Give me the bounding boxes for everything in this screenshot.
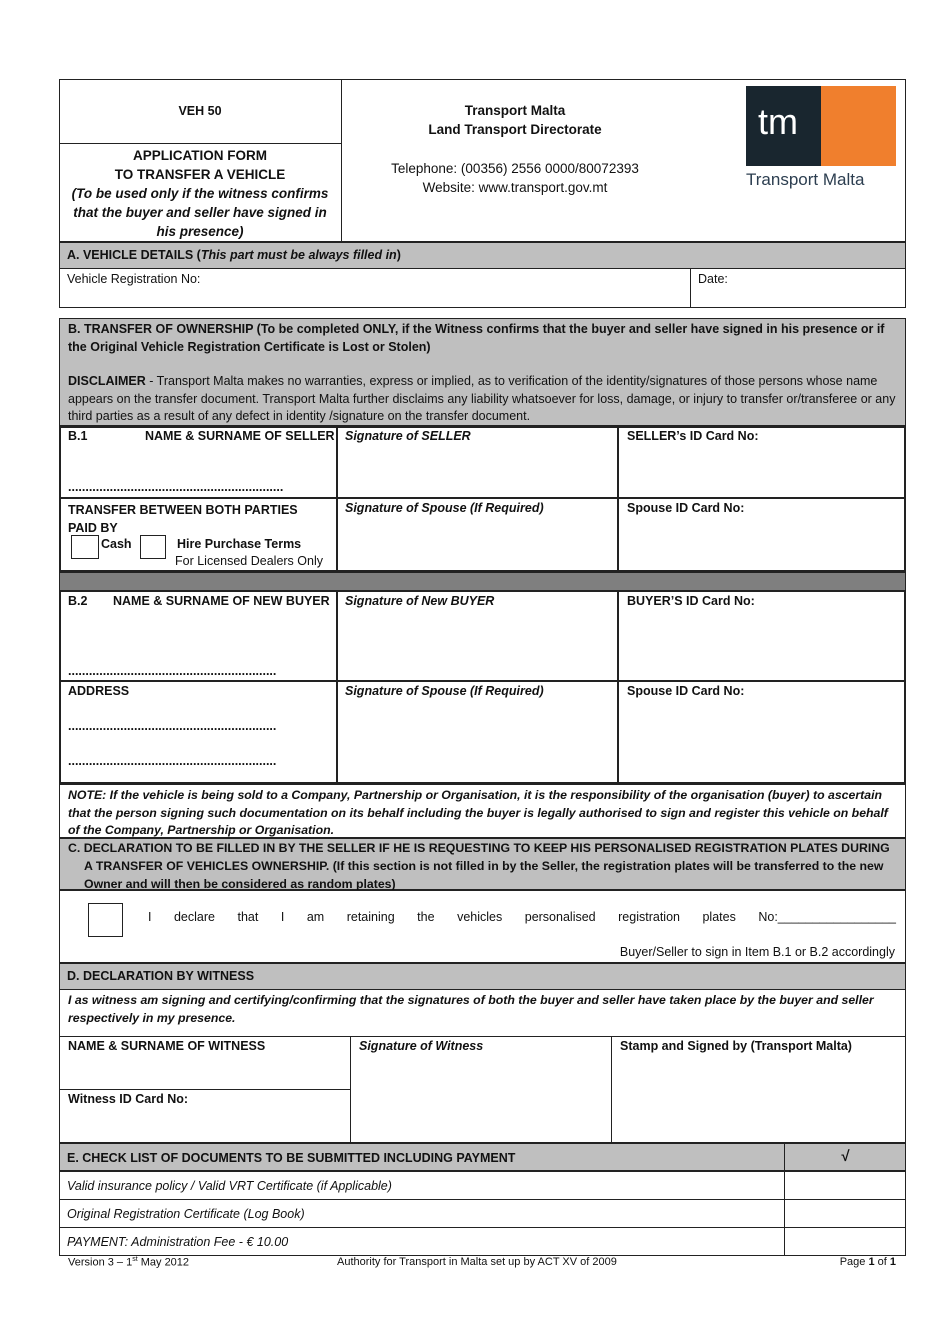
b1-label: B.1: [68, 429, 88, 443]
checklist-checkbox[interactable]: [787, 1174, 903, 1197]
buyer-name-label: NAME & SURNAME OF NEW BUYER: [113, 594, 330, 608]
seller-spouse-signature-field[interactable]: Signature of Spouse (If Required): [345, 501, 544, 515]
vehicle-registration-field[interactable]: Vehicle Registration No:: [67, 272, 201, 286]
page-number: Page 1 of 1: [839, 1256, 896, 1268]
check-mark-header: √: [841, 1148, 850, 1165]
seller-spouse-id-field[interactable]: Spouse ID Card No:: [627, 501, 745, 515]
section-a-title: A. VEHICLE DETAILS (This part must be always filled in): [59, 242, 906, 269]
section-b-header: [59, 318, 906, 426]
keep-plates-checkbox[interactable]: [88, 903, 123, 937]
dealers-note: For Licensed Dealers Only: [175, 554, 323, 568]
seller-name-field[interactable]: ..............................................................: [68, 480, 284, 494]
divider: [617, 590, 619, 784]
org-name: Transport Malta: [464, 103, 566, 118]
divider: [59, 497, 906, 499]
seller-signature-field[interactable]: Signature of SELLER: [345, 429, 471, 443]
org-block: [345, 101, 685, 139]
address-label: ADDRESS: [68, 684, 130, 698]
divider: [611, 1036, 612, 1143]
disclaimer: DISCLAIMER - Transport Malta makes no warranties, express or implied, as to verification of the identity/signatures of those persons whose name appears on the transfer document. Transport Malta further disclaims any liability whatsoever for loss, damage, or injury to transfer or/transferee or any third parties as a result of any defect in identity /signature on the transfer document.: [68, 374, 896, 423]
witness-name-field[interactable]: NAME & SURNAME OF WITNESS: [68, 1039, 266, 1053]
divider: [784, 1171, 785, 1256]
hire-purchase-checkbox[interactable]: [140, 535, 166, 559]
checklist-item: Original Registration Certificate (Log Book): [59, 1199, 906, 1228]
form-title-line2: TO TRANSFER A VEHICLE: [114, 167, 286, 182]
plates-declaration: I declare that I am retaining the vehicles personalised registration plates No:_________________: [148, 910, 896, 924]
witness-id-field[interactable]: Witness ID Card No:: [68, 1092, 189, 1106]
divider: [336, 426, 338, 572]
cash-label: Cash: [101, 537, 132, 551]
form-title-line1: APPLICATION FORM: [133, 148, 267, 163]
address-field-line1[interactable]: ............................................................: [68, 719, 277, 733]
buyer-spouse-signature-field[interactable]: Signature of Spouse (If Required): [345, 684, 544, 698]
cash-checkbox[interactable]: [71, 535, 99, 559]
b2-label: B.2: [68, 594, 88, 608]
seller-name-label: NAME & SURNAME OF SELLER: [145, 429, 335, 443]
logo-mark: tm: [758, 101, 798, 142]
version: Version 3 – 1st May 2012: [68, 1256, 190, 1269]
stamp-field[interactable]: Stamp and Signed by (Transport Malta): [620, 1039, 852, 1053]
paid-by-label: TRANSFER BETWEEN BOTH PARTIES PAID BY: [68, 503, 298, 535]
divider: [59, 143, 341, 144]
date-field[interactable]: Date:: [698, 272, 728, 286]
address-field-line2[interactable]: ............................................................: [68, 754, 277, 768]
transport-malta-logo: [746, 86, 896, 192]
divider: [341, 79, 342, 242]
logo-orange-block: [821, 86, 896, 166]
divider: [59, 680, 906, 682]
section-b-title: B. TRANSFER OF OWNERSHIP (To be completed ONLY, if the Witness confirms that the buyer and seller have signed in his presence or if the Original Vehicle Registration Certificate is Lost or Stolen): [68, 322, 885, 354]
form-code: VEH 50: [178, 104, 222, 118]
section-d-title: D. DECLARATION BY WITNESS: [59, 963, 906, 990]
org-dept: Land Transport Directorate: [428, 122, 602, 137]
witness-signature-field[interactable]: Signature of Witness: [359, 1039, 484, 1053]
seller-id-field[interactable]: SELLER’s ID Card No:: [627, 429, 759, 443]
company-note: NOTE: If the vehicle is being sold to a Company, Partnership or Organisation, it is the responsibility of the organisation (buyer) to ascertain that the person signing such documentation on its behalf including the buyer is legally authorised to sign and register this vehicle on behalf of the Company, Partnership or Organisation.: [59, 784, 906, 838]
form-note: (To be used only if the witness confirms that the buyer and seller have signed in his presence): [71, 186, 329, 239]
checklist-checkbox[interactable]: [787, 1202, 903, 1225]
logo-name: Transport Malta: [746, 170, 865, 189]
witness-statement: I as witness am signing and certifying/confirming that the signatures of both the buyer and seller have taken place by the buyer and seller respectively in my presence.: [59, 989, 906, 1037]
checklist-item: PAYMENT: Administration Fee - € 10.00: [59, 1227, 906, 1256]
authority: Authority for Transport in Malta set up by ACT XV of 2009: [337, 1256, 617, 1268]
telephone: Telephone: (00356) 2556 0000/80072393: [391, 161, 639, 176]
divider: [336, 590, 338, 784]
website: Website: www.transport.gov.mt: [422, 180, 608, 195]
separator-bar: [59, 572, 906, 591]
contact-block: [345, 159, 685, 197]
buyer-spouse-id-field[interactable]: Spouse ID Card No:: [627, 684, 745, 698]
sign-note: Buyer/Seller to sign in Item B.1 or B.2 accordingly: [619, 945, 895, 959]
section-c-title: C. DECLARATION TO BE FILLED IN BY THE SELLER IF HE IS REQUESTING TO KEEP HIS PERSONALISED REGISTRATION PLATES DURING A TRANSFER OF VEHICLES OWNERSHIP. (If this section is not filled in by the Seller, the registration plates will be transferred to the new Owner and will then be considered as random plates): [59, 838, 906, 890]
checklist-checkbox[interactable]: [787, 1230, 903, 1253]
buyer-name-field[interactable]: ............................................................: [68, 664, 277, 678]
hire-purchase-label: Hire Purchase Terms: [177, 537, 302, 551]
form-title: [59, 146, 341, 241]
buyer-id-field[interactable]: BUYER’S ID Card No:: [627, 594, 755, 608]
divider: [59, 1089, 350, 1090]
checklist-item: Valid insurance policy / Valid VRT Certificate (if Applicable): [59, 1171, 906, 1200]
section-e-title: E. CHECK LIST OF DOCUMENTS TO BE SUBMITTED INCLUDING PAYMENT: [59, 1143, 906, 1171]
divider: [350, 1036, 351, 1143]
buyer-signature-field[interactable]: Signature of New BUYER: [345, 594, 495, 608]
divider: [617, 426, 619, 572]
